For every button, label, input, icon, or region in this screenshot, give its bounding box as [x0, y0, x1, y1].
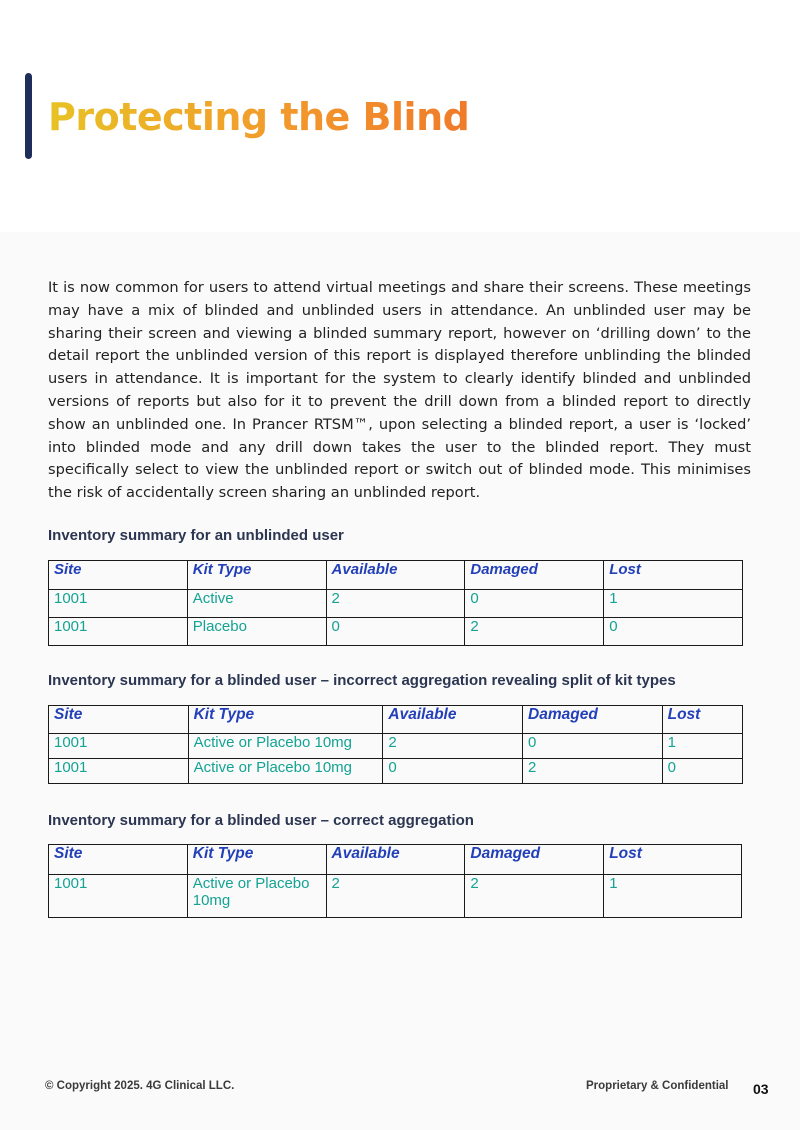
cell-available: 2 [383, 734, 523, 759]
cell-damaged: 0 [523, 734, 663, 759]
intro-paragraph: It is now common for users to attend virtual meetings and share their screens. These meetings may have a mix of blinded and unblinded users in attendance. An unblinded user may be sharing their screen and viewing a blinded summary report, however on ‘drilling down’ to the detail report the unblinded version of this report is displayed therefore unblinding the blinded users in attendance. It is important for the system to clearly identify blinded and unblinded versions of reports but also for it to prevent the drill down from a blinded report to directly show an unblinded one. In Prancer RTSM™, upon selecting a blinded report, a user is ‘locked’ into blinded mode and any drill down takes the user to the blinded report. They must specifically select to view the unblinded report or switch out of blinded mode. This minimises the risk of accidentally screen sharing an unblinded report. [48, 279, 751, 502]
table-caption-blinded-incorrect: Inventory summary for a blinded user – incorrect aggregation revealing split of kit types [48, 672, 676, 689]
inventory-table-blinded-correct [48, 844, 742, 918]
inventory-table-blinded-incorrect [48, 705, 743, 784]
cell-kit-type: Active [187, 590, 326, 618]
cell-damaged: 0 [465, 590, 604, 618]
cell-lost: 1 [604, 875, 742, 918]
cell-lost: 1 [604, 590, 743, 618]
cell-site: 1001 [49, 734, 189, 759]
cell-lost: 1 [662, 734, 742, 759]
cell-available: 2 [326, 590, 465, 618]
table-header-row [49, 845, 742, 875]
cell-available: 0 [326, 618, 465, 646]
footer-copyright: © Copyright 2025. 4G Clinical LLC. [45, 1080, 235, 1092]
content-area [0, 232, 800, 1130]
page-number: 03 [753, 1081, 769, 1097]
header-site: Site [49, 706, 189, 734]
header-available: Available [326, 845, 465, 875]
cell-site: 1001 [49, 590, 188, 618]
header-damaged: Damaged [465, 845, 604, 875]
cell-lost: 0 [662, 759, 742, 784]
inventory-table-unblinded [48, 560, 743, 646]
cell-lost: 0 [604, 618, 743, 646]
header-site: Site [49, 561, 188, 590]
header-lost: Lost [604, 561, 743, 590]
table-row [49, 759, 743, 784]
footer-confidential: Proprietary & Confidential [586, 1080, 729, 1092]
cell-available: 0 [383, 759, 523, 784]
table-header-row [49, 706, 743, 734]
cell-kit-type: Active or Placebo 10mg [187, 875, 326, 918]
table-header-row [49, 561, 743, 590]
cell-site: 1001 [49, 618, 188, 646]
table-row [49, 875, 742, 918]
header-available: Available [383, 706, 523, 734]
table-row [49, 734, 743, 759]
cell-damaged: 2 [523, 759, 663, 784]
table-caption-blinded-correct: Inventory summary for a blinded user – correct aggregation [48, 812, 474, 829]
header-site: Site [49, 845, 188, 875]
cell-kit-type: Active or Placebo 10mg [188, 734, 383, 759]
header-damaged: Damaged [523, 706, 663, 734]
cell-damaged: 2 [465, 875, 604, 918]
title-accent-bar [25, 73, 32, 159]
header-kit-type: Kit Type [188, 706, 383, 734]
cell-site: 1001 [49, 759, 189, 784]
header-lost: Lost [604, 845, 742, 875]
table-row [49, 618, 743, 646]
page-title: Protecting the Blind [48, 95, 470, 139]
cell-damaged: 2 [465, 618, 604, 646]
header-damaged: Damaged [465, 561, 604, 590]
table-caption-unblinded: Inventory summary for an unblinded user [48, 527, 344, 544]
header-kit-type: Kit Type [187, 561, 326, 590]
table-row [49, 590, 743, 618]
cell-kit-type: Placebo [187, 618, 326, 646]
header-lost: Lost [662, 706, 742, 734]
cell-available: 2 [326, 875, 465, 918]
cell-site: 1001 [49, 875, 188, 918]
header-kit-type: Kit Type [187, 845, 326, 875]
page-header [0, 0, 800, 232]
cell-kit-type: Active or Placebo 10mg [188, 759, 383, 784]
header-available: Available [326, 561, 465, 590]
